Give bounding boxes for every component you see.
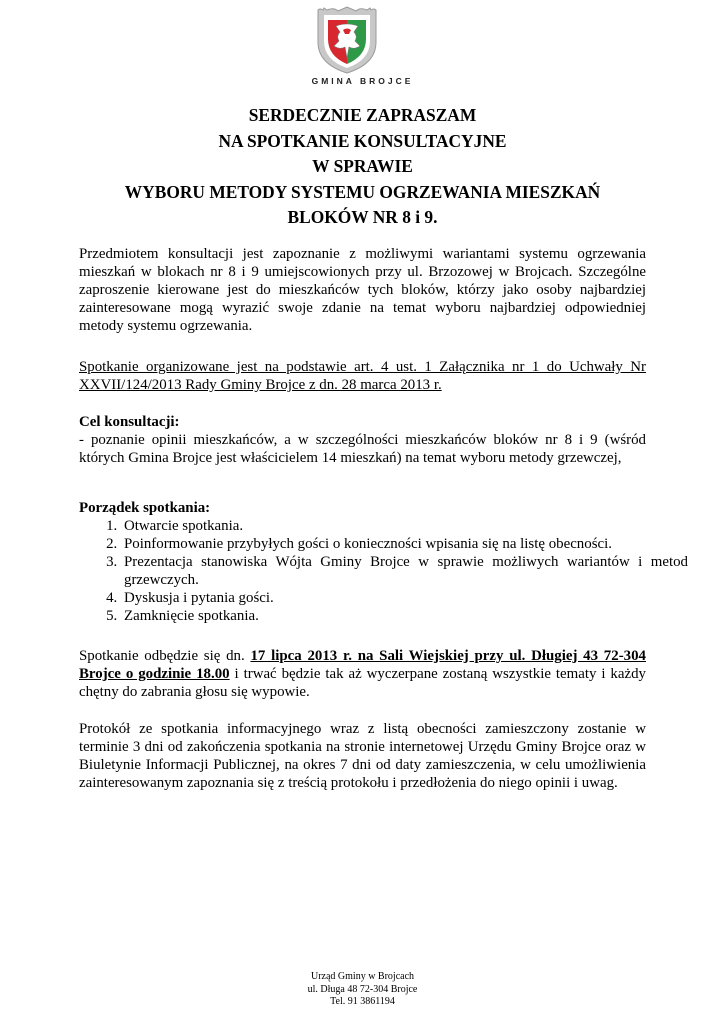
goal-heading: Cel konsultacji: bbox=[79, 414, 180, 430]
footer-office: Urząd Gminy w Brojcach bbox=[310, 971, 415, 982]
agenda-item: 3. Prezentacja stanowiska Wójta Gminy Brojce w sprawie możliwych wariantów i metod grzewczych. bbox=[121, 553, 688, 589]
protocol-paragraph: Protokół ze spotkania informacyjnego wraz z listą obecności zamieszczony zostanie w terminie 3 dni od zakończenia spotkania na stronie internetowej Urzędu Gminy Brojce oraz w Biuletynie Informacji Publicznej, na okres 7 dni od daty zamieszczenia, w celu umożliwienia zainteresowanym zapoznania się z treścią protokołu i przedłożenia do niego opinii i uwag. bbox=[79, 721, 646, 792]
meeting-suffix: i trwać będzie tak aż wyczerpane zostaną wszystkie tematy i każdy chętny do zabrania głosu się wypowie. bbox=[79, 666, 646, 701]
intro-paragraph: Przedmiotem konsultacji jest zapoznanie z możliwymi wariantami systemu ogrzewania mieszkań w blokach nr 8 i 9 umiejscowionych przy ul. Brzozowej w Brojcach. Szczególne zaproszenie kierowane jest do mieszkańców tych bloków, którzy jako osoby najbardziej zainteresowane mogą wyrazić swoje zdanie na temat wyboru najbardziej odpowiedniej metody systemu ogrzewania. bbox=[79, 246, 646, 335]
title-line: NA SPOTKANIE KONSULTACYJNE bbox=[218, 130, 507, 151]
legal-basis-paragraph: Spotkanie organizowane jest na podstawie art. 4 ust. 1 Załącznika nr 1 do Uchwały Nr XXVII/124/2013 Rady Gminy Brojce z dn. 28 marca 2013 r. bbox=[79, 359, 646, 394]
gmina-brojce-coat-of-arms-icon bbox=[314, 6, 380, 74]
agenda-item: 4. Dyskusja i pytania gości. bbox=[121, 589, 688, 607]
agenda-list bbox=[79, 517, 688, 626]
title-line: SERDECZNIE ZAPRASZAM bbox=[248, 105, 477, 125]
agenda-item: 5. Zamknięcie spotkania. bbox=[121, 607, 688, 625]
footer-street: ul. Długa 48 72-304 Brojce bbox=[307, 983, 418, 995]
gmina-label: GMINA BROJCE bbox=[311, 76, 414, 86]
title-line: BLOKÓW NR 8 i 9. bbox=[287, 207, 438, 227]
footer-address bbox=[0, 971, 725, 1009]
meeting-paragraph bbox=[79, 647, 646, 701]
meeting-prefix: Spotkanie odbędzie się dn. bbox=[79, 648, 251, 664]
footer-phone: Tel. 91 3861194 bbox=[330, 996, 395, 1007]
agenda-item: 2. Poinformowanie przybyłych gości o konieczności wpisania się na listę obecności. bbox=[121, 535, 688, 553]
meeting-date-place: 17 lipca 2013 r. na Sali Wiejskiej przy ul. Długiej 43 72-304 Brojce o godzinie 18.00 bbox=[79, 648, 646, 683]
title-line: W SPRAWIE bbox=[312, 156, 413, 176]
document-title bbox=[60, 103, 665, 231]
agenda-item: 1. Otwarcie spotkania. bbox=[121, 517, 688, 535]
title-line: WYBORU METODY SYSTEMU OGRZEWANIA MIESZKAŃ bbox=[124, 181, 601, 202]
goal-paragraph: - poznanie opinii mieszkańców, a w szczególności mieszkańców bloków nr 8 i 9 (wśród których Gmina Brojce jest właścicielem 14 mieszkań) na temat wyboru metody grzewczej, bbox=[79, 432, 646, 467]
agenda-heading: Porządek spotkania: bbox=[79, 500, 211, 516]
